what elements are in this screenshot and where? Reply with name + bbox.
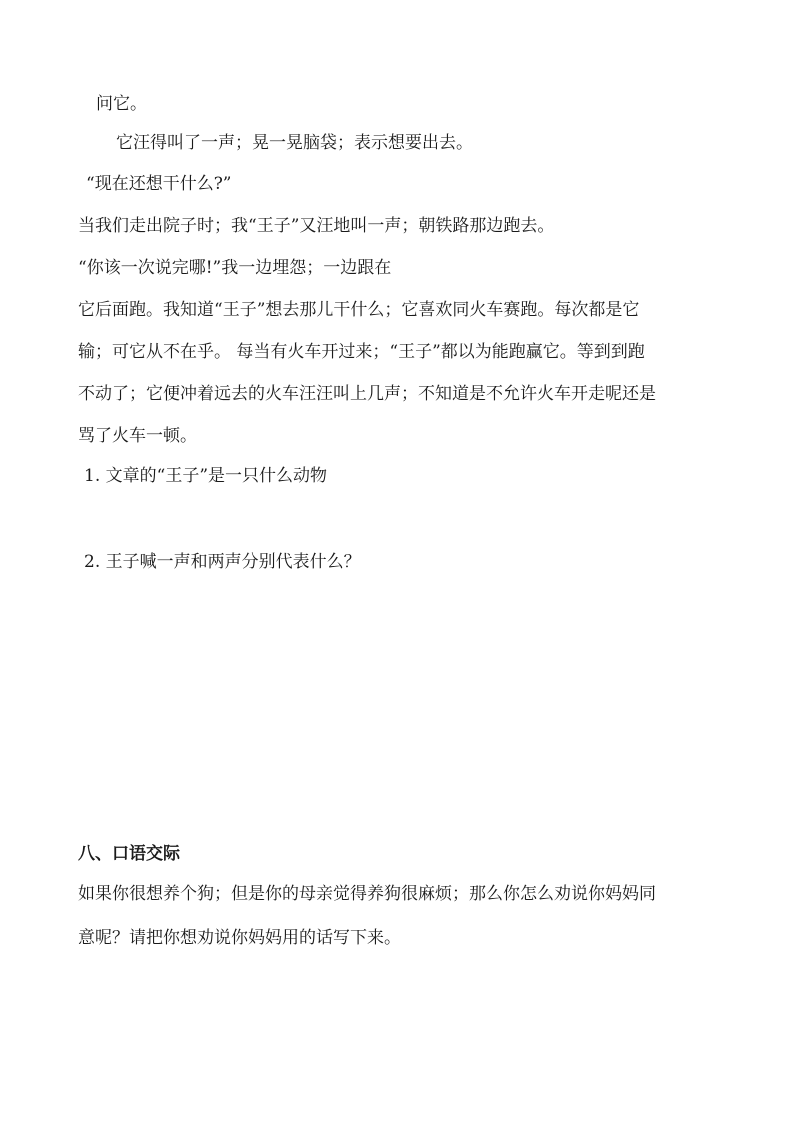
passage-line-5: “你该一次说完哪!”我一边埋怨；一边跟在 [78, 258, 392, 278]
section-8-line-1: 如果你很想养个狗；但是你的母亲觉得养狗很麻烦；那么你怎么劝说你妈妈同 [78, 884, 656, 904]
passage-line-3: “现在还想干什么?” [86, 174, 232, 194]
section-8-title: 八、口语交际 [78, 844, 180, 864]
passage-line-8: 不动了；它便冲着远去的火车汪汪叫上几声；不知道是不允许火车开走呢还是 [78, 384, 656, 404]
passage-line-6: 它后面跑。我知道“王子”想去那儿干什么；它喜欢同火车赛跑。每次都是它 [78, 300, 640, 320]
question-2: 2. 王子喊一声和两声分别代表什么？ [84, 552, 361, 572]
section-8-line-2: 意呢？请把你想劝说你妈妈用的话写下来。 [78, 928, 401, 948]
passage-line-1: 问它。 [96, 94, 147, 114]
passage-line-9: 骂了火车一顿。 [78, 426, 197, 446]
question-1: 1. 文章的“王子”是一只什么动物 [84, 466, 328, 486]
passage-line-7: 输；可它从不在乎。 每当有火车开过来；“王子”都以为能跑赢它。等到到跑 [78, 342, 645, 362]
passage-line-4: 当我们走出院子时；我“王子”又汪地叫一声；朝铁路那边跑去。 [78, 216, 555, 236]
passage-line-2: 它汪得叫了一声；晃一晃脑袋；表示想要出去。 [116, 133, 473, 153]
